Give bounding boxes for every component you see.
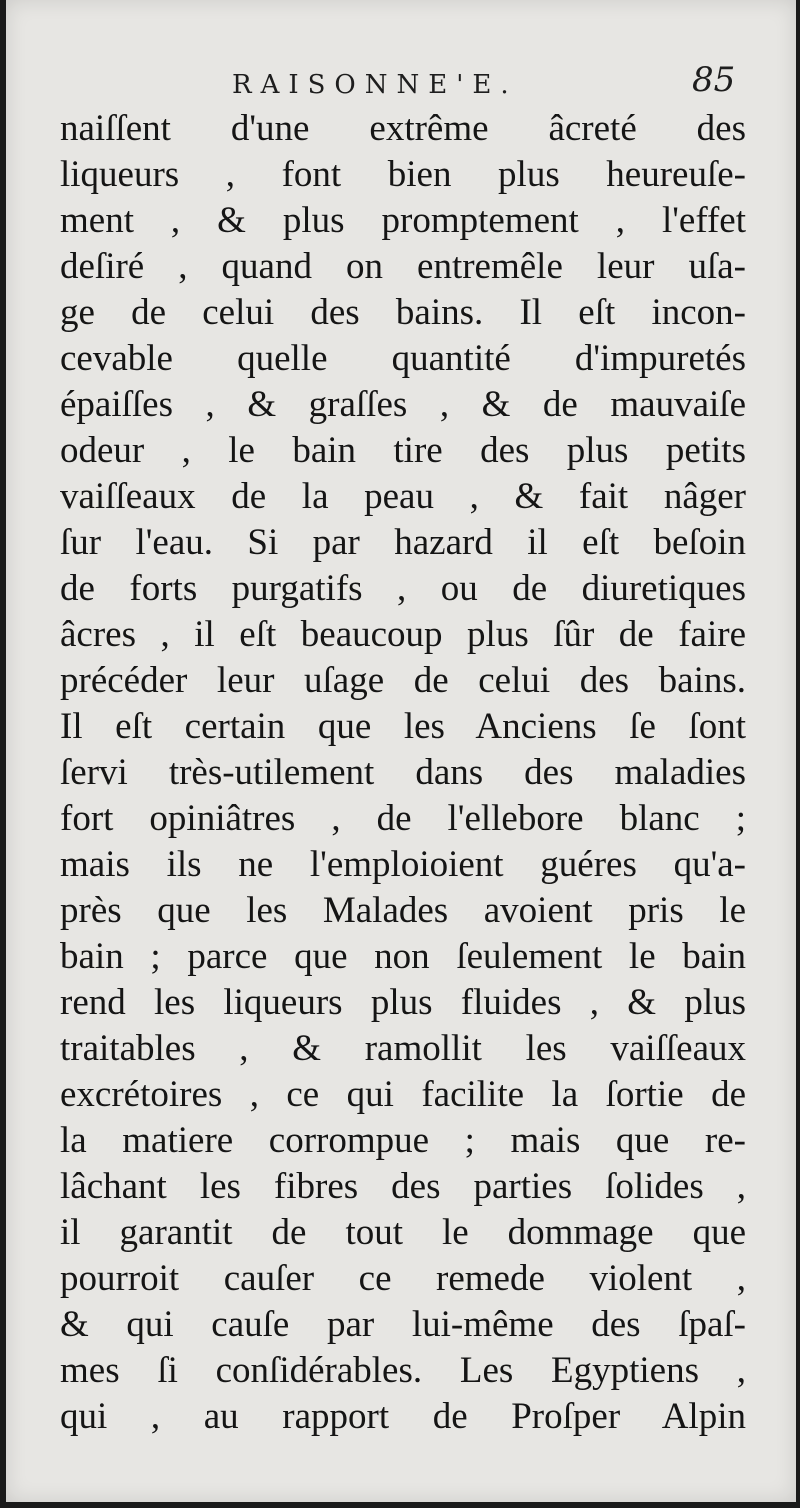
text-line: lâchant les fibres des parties ſolides , [60, 1166, 746, 1207]
body-text [60, 106, 746, 1440]
text-line: de forts purgatifs , ou de diuretiques [60, 568, 746, 609]
text-line: Il eſt certain que les Anciens ſe ſont [60, 706, 746, 747]
text-line: précéder leur uſage de celui des bains. [60, 660, 746, 701]
text-line: & qui cauſe par lui-même des ſpaſ- [60, 1304, 746, 1345]
running-head [6, 60, 796, 110]
text-line: âcres , il eſt beaucoup plus ſûr de faire [60, 614, 746, 655]
text-line: qui , au rapport de Proſper Alpin [60, 1396, 746, 1437]
text-line: près que les Malades avoient pris le [60, 890, 746, 931]
text-line: liqueurs , font bien plus heureuſe- [60, 154, 746, 195]
text-line: excrétoires , ce qui facilite la ſortie de [60, 1074, 746, 1115]
text-line: mais ils ne l'emploioient guéres qu'a- [60, 844, 746, 885]
text-line: naiſſent d'une extrême âcreté des [60, 108, 746, 149]
text-line: odeur , le bain tire des plus petits [60, 430, 746, 471]
book-page [6, 0, 796, 1502]
text-line: vaiſſeaux de la peau , & fait nâger [60, 476, 746, 517]
text-line: pourroit cauſer ce remede violent , [60, 1258, 746, 1299]
text-line: ſervi très-utilement dans des maladies [60, 752, 746, 793]
text-line: ge de celui des bains. Il eſt incon- [60, 292, 746, 333]
text-line: la matiere corrompue ; mais que re- [60, 1120, 746, 1161]
text-line: mes ſi conſidérables. Les Egyptiens , [60, 1350, 746, 1391]
text-line: épaiſſes , & graſſes , & de mauvaiſe [60, 384, 746, 425]
text-line: cevable quelle quantité d'impuretés [60, 338, 746, 379]
text-line: ſur l'eau. Si par hazard il eſt beſoin [60, 522, 746, 563]
text-line: bain ; parce que non ſeulement le bain [60, 936, 746, 977]
running-head-title: RAISONNE'E. [232, 70, 518, 100]
text-line: il garantit de tout le dommage que [60, 1212, 746, 1253]
text-line: rend les liqueurs plus fluides , & plus [60, 982, 746, 1023]
text-line: deſiré , quand on entremêle leur uſa- [60, 246, 746, 287]
text-line: fort opiniâtres , de l'ellebore blanc ; [60, 798, 746, 839]
text-line: traitables , & ramollit les vaiſſeaux [60, 1028, 746, 1069]
text-line: ment , & plus promptement , l'effet [60, 200, 746, 241]
page-number: 85 [692, 60, 736, 100]
